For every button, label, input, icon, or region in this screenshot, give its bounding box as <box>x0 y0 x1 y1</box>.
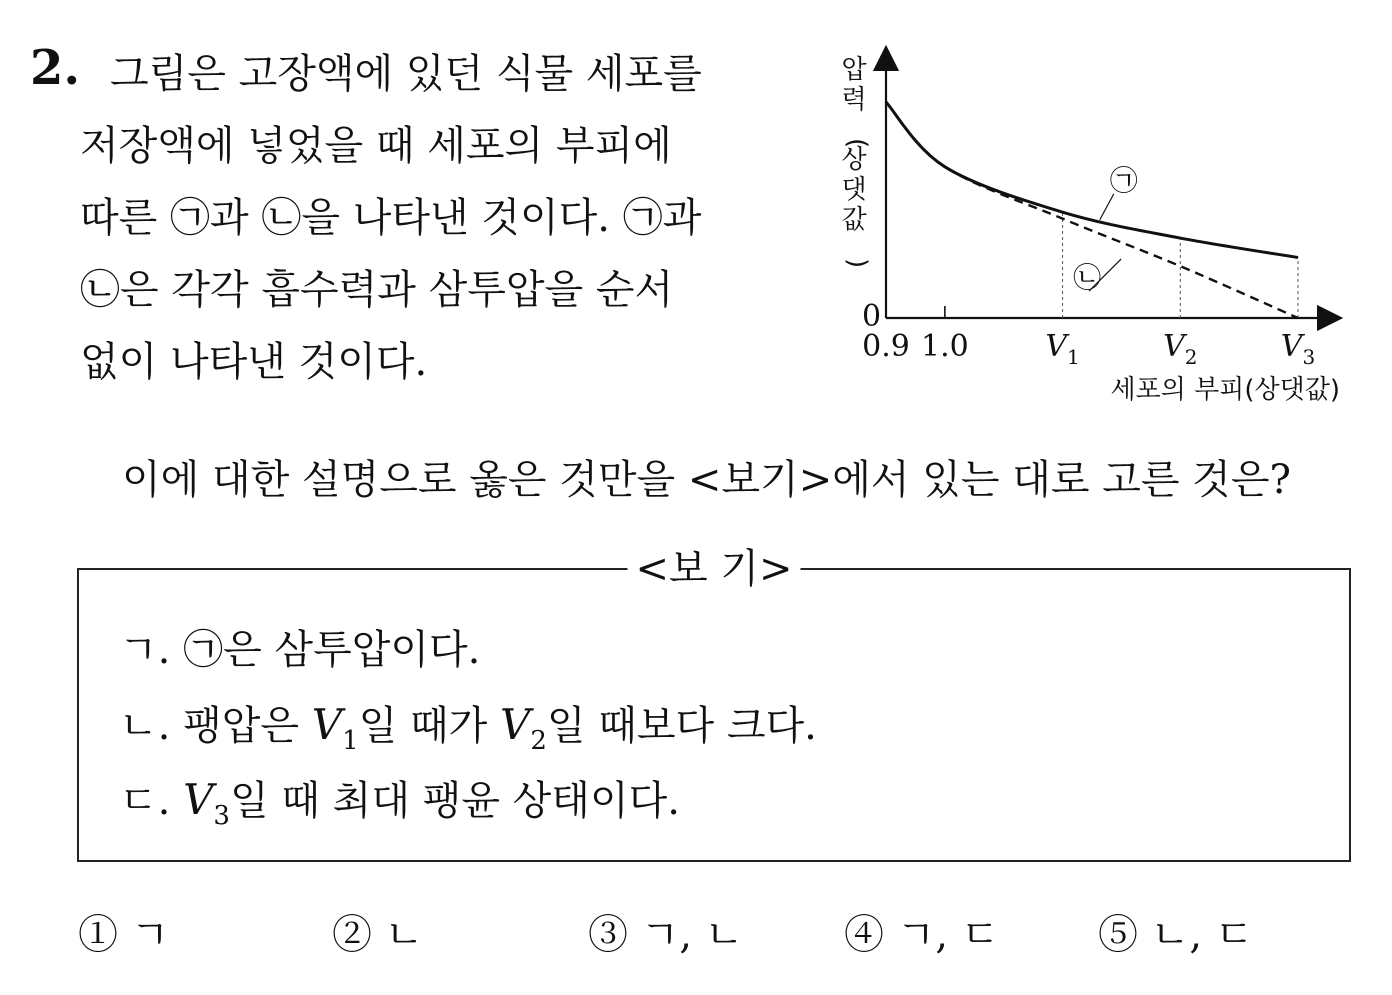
tick-main: 0.9 <box>862 329 910 364</box>
y-axis-label-char: 압 <box>841 55 867 85</box>
y-axis-label-char: 상 <box>841 145 867 175</box>
question-line: 없이 나타낸 것이다. <box>80 339 428 385</box>
choice-text: ㄱ, ㄴ <box>640 912 744 958</box>
bogi-text: 일 때보다 크다. <box>546 703 817 749</box>
tick-subscript: 1 <box>1067 345 1080 369</box>
variable-subscript: 1 <box>342 726 359 756</box>
choice-text: ㄴ <box>384 912 424 958</box>
choice-number: ⑤ <box>1098 912 1138 958</box>
choice-5[interactable] <box>1098 905 1253 965</box>
choice-4[interactable] <box>844 905 999 965</box>
choice-number: ④ <box>844 912 884 958</box>
series-label: ㉡ <box>1073 261 1102 295</box>
question-line: 따른 ㉠과 ㉡을 나타낸 것이다. ㉠과 <box>80 195 702 241</box>
bogi-box <box>77 546 1351 862</box>
bogi-marker: ㄷ. <box>119 778 184 824</box>
pressure-volume-graph <box>820 40 1380 420</box>
choice-number: ① <box>78 912 118 958</box>
tick-main: V <box>1045 329 1068 364</box>
volume-variable <box>183 775 230 831</box>
tick-subscript: 3 <box>1302 345 1316 369</box>
x-tick-label <box>1281 329 1315 369</box>
bogi-marker: ㄴ. <box>119 703 184 749</box>
y-axis-label <box>841 55 871 268</box>
variable-letter: V <box>499 700 531 749</box>
bogi-title: <보 기> <box>627 542 800 596</box>
variable-letter: V <box>183 775 214 824</box>
choice-number: ③ <box>588 912 628 958</box>
question-number: 2. <box>30 40 81 96</box>
series-leader-line <box>1100 194 1114 220</box>
y-origin-label: 0 <box>862 299 882 334</box>
choice-text: ㄱ <box>130 912 170 958</box>
tick-main: V <box>1280 329 1303 364</box>
variable-subscript: 2 <box>530 726 547 756</box>
answer-choices <box>78 905 1352 965</box>
y-axis-label-char: ) <box>841 258 872 269</box>
question-prompt: 이에 대한 설명으로 옳은 것만을 <보기>에서 있는 대로 고른 것은? <box>122 457 1291 503</box>
bogi-text: ㉠은 삼투압이다. <box>183 627 481 673</box>
x-tick-label <box>921 329 969 364</box>
volume-variable <box>311 700 359 756</box>
question-line: 그림은 고장액에 있던 식물 세포를 <box>110 51 702 97</box>
tick-main: V <box>1163 329 1185 364</box>
graph-axes <box>886 58 1330 318</box>
variable-subscript: 3 <box>213 801 230 831</box>
bogi-item <box>119 695 817 761</box>
choice-number: ② <box>332 912 372 958</box>
variable-letter: V <box>311 700 343 749</box>
tick-main: 1.0 <box>920 329 969 364</box>
choice-1[interactable] <box>78 905 169 965</box>
series-line-giyeok <box>886 102 1298 258</box>
bogi-text: 팽압은 <box>183 703 312 749</box>
x-axis-label: 세포의 부피(상댓값) <box>1110 375 1340 405</box>
choice-text: ㄱ, ㄷ <box>896 912 1000 958</box>
question-stem <box>80 38 780 398</box>
y-axis-label-char: 댓 <box>841 175 867 205</box>
y-axis-label-char: 값 <box>841 205 867 235</box>
question-line: 저장액에 넣었을 때 세포의 부피에 <box>80 123 672 169</box>
x-tick-label <box>862 329 910 364</box>
choice-2[interactable] <box>332 905 423 965</box>
bogi-item <box>119 620 480 680</box>
y-axis-label-char: 력 <box>841 85 867 115</box>
x-tick-label <box>1163 329 1197 369</box>
series-label: ㉠ <box>1109 163 1138 197</box>
question-line: ㉡은 각각 흡수력과 삼투압을 순서 <box>80 267 674 313</box>
bogi-item <box>119 770 680 836</box>
x-tick-label <box>1045 329 1079 369</box>
bogi-marker: ㄱ. <box>119 627 184 673</box>
choice-3[interactable] <box>588 905 743 965</box>
volume-variable <box>499 700 547 756</box>
bogi-text: 일 때가 <box>358 703 500 749</box>
tick-subscript: 2 <box>1184 345 1198 369</box>
y-axis-label-char: ( <box>841 138 872 149</box>
bogi-text: 일 때 최대 팽윤 상태이다. <box>229 778 680 824</box>
choice-text: ㄴ, ㄷ <box>1150 912 1254 958</box>
